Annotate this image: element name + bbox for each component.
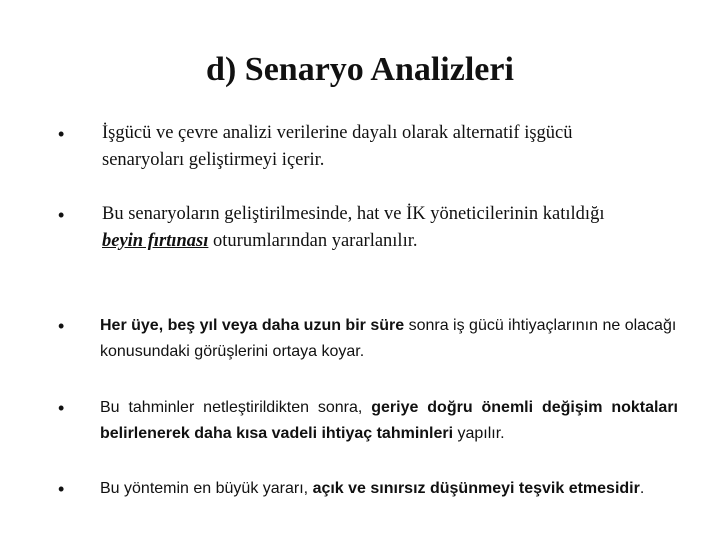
bullet-4-text [100,395,678,447]
bullet-1-line-2: senaryoları geliştirmeyi içerir. [102,150,325,170]
slide-title: d) Senaryo Analizleri [206,51,514,88]
bullet-dot: • [58,479,65,499]
bullet-4-rest: yapılır. [453,425,505,442]
bullet-dot: • [58,316,65,336]
bullet-item-3 [58,313,678,365]
bullet-3-bold: Her üye, beş yıl veya daha uzun bir süre [100,317,405,334]
brainstorm-emphasis: beyin fırtınası [102,231,209,251]
bullet-item-2 [58,201,672,255]
bullet-2-line-1: Bu senaryoların geliştirilmesinde, hat ve İK yöneticilerinin katıldığı [102,204,605,224]
bullet-5-text [100,476,678,502]
bullet-3-text [100,313,678,365]
bullet-dot: • [58,398,65,418]
bullet-4-plain: Bu tahminler netleştirildikten sonra, [100,399,372,416]
bullet-5-rest: . [639,480,645,497]
bullet-dot: • [58,205,65,225]
bullet-item-4 [58,395,678,447]
bullet-4-bold: geriye doğru önemli değişim noktaları belirlenerek daha kısa vadeli ihtiyaç tahminleri [100,399,678,442]
bullet-1-line-1: İşgücü ve çevre analizi verilerine dayalı olarak alternatif işgücü [102,123,573,143]
bullet-5-plain: Bu yöntemin en büyük yararı, [100,480,313,497]
bullet-3-rest: sonra iş gücü ihtiyaçlarının ne olacağı konusundaki görüşlerini ortaya koyar. [100,317,677,360]
bullet-2-line-2 [102,228,672,255]
bullet-5-bold: açık ve sınırsız düşünmeyi teşvik etmesidir [312,480,640,497]
bullet-item-1 [58,120,672,174]
bullet-dot: • [58,124,65,144]
bullet-item-5 [58,476,678,502]
bullet-2-rest: oturumlarından yararlanılır. [208,231,418,251]
